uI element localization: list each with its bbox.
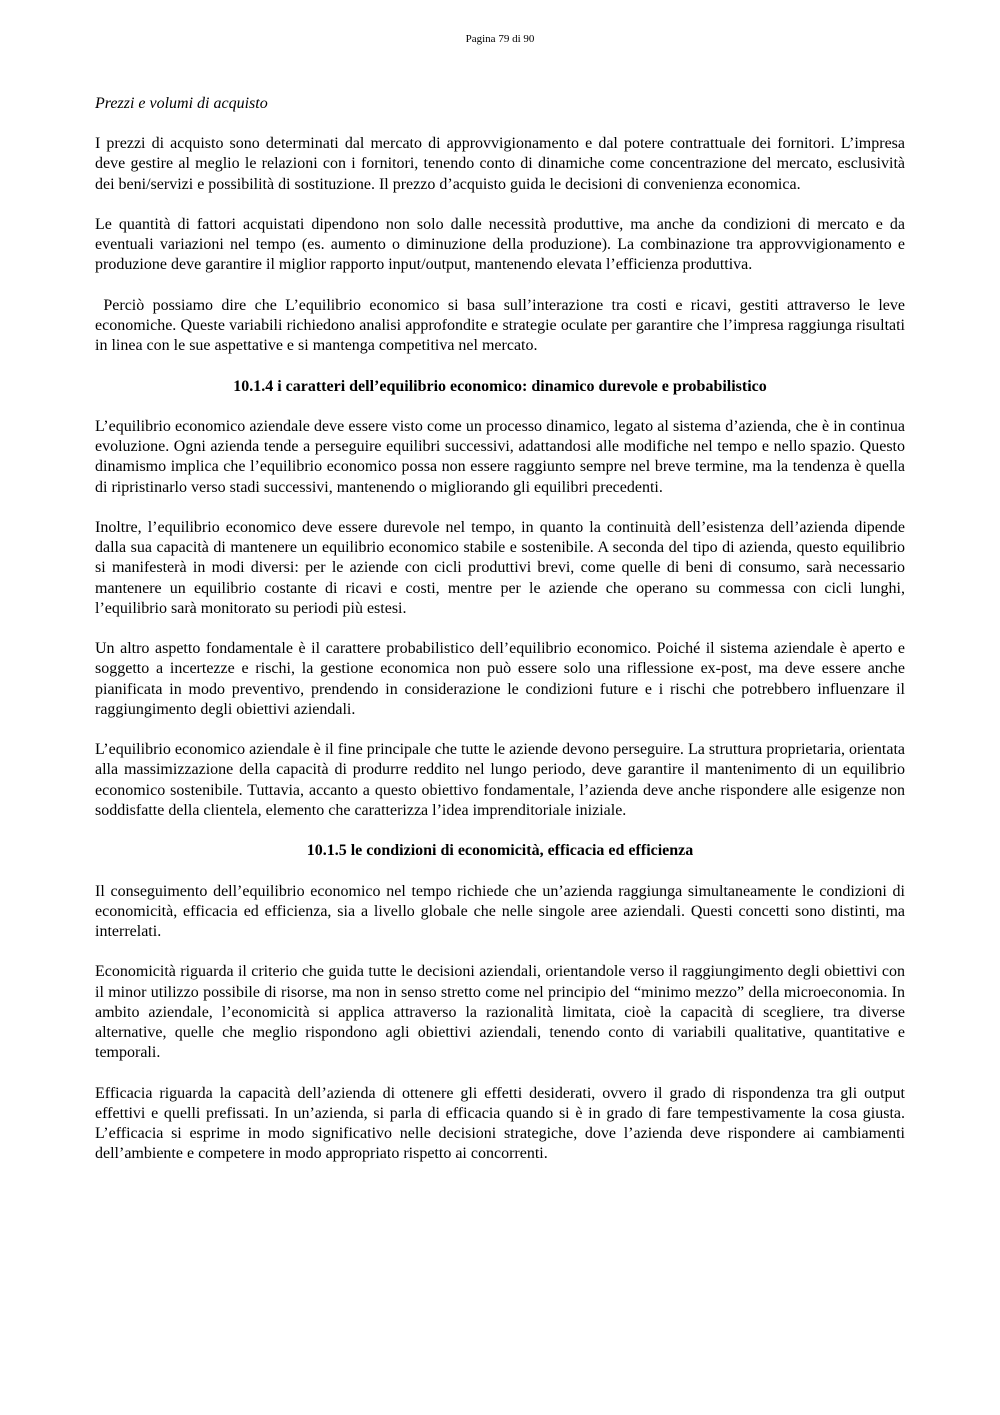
paragraph: Perciò possiamo dire che L’equilibrio economico si basa sull’interazione tra costi e ricavi, gestiti attraverso le leve economiche. Queste variabili richiedono analisi approfondite e strategie oculate per garantire che l’impresa raggiunga risultati in linea con le sue aspettative e si mantenga competitiva nel mercato. [95,296,910,355]
section-title-10-1-4: 10.1.4 i caratteri dell’equilibrio economico: dinamico durevole e probabilistico [233,377,767,395]
paragraph: Le quantità di fattori acquistati dipendono non solo dalle necessità produttive, ma anche da condizioni di mercato e da eventuali variazioni nel tempo (es. aumento o diminuzione della produzione). La combinazione tra approvvigionamento e produzione deve garantire il miglior rapporto input/output, mantenendo elevata l’efficienza produttiva. [95,216,905,274]
page-number: Pagina 79 di 90 [465,33,535,45]
section-title-10-1-5: 10.1.5 le condizioni di economicità, efficacia ed efficienza [306,842,694,860]
page-content [95,94,910,1185]
paragraph: L’equilibrio economico aziendale deve essere visto come un processo dinamico, legato al sistema d’azienda, che è in continua evoluzione. Ogni azienda tende a perseguire equilibri successivi, adattandosi alle modifiche nel tempo e nello spazio. Questo dinamismo implica che l’equilibrio economico possa non essere raggiunto sempre nel breve termine, ma la tendenza è quella di ripristinarlo verso stadi successivi, mantenendo o migliorando gli equilibri precedenti. [95,417,905,496]
paragraph: L’equilibrio economico aziendale è il fine principale che tutte le aziende devono perseguire. La struttura proprietaria, orientata alla massimizzazione della capacità di produrre reddito nel lungo periodo, deve garantire il mantenimento di un equilibrio economico sostenibile. Tuttavia, accanto a questo obiettivo fondamentale, l’azienda deve anche rispondere alle esigenze non soddisfatte della clientela, elemento che caratterizza l’idea imprenditoriale iniziale. [95,741,905,819]
paragraph: Il conseguimento dell’equilibrio economico nel tempo richiede che un’azienda raggiunga simultaneamente le condizioni di economicità, efficacia ed efficienza, sia a livello globale che nelle singole aree aziendali. Questi concetti sono distinti, ma interrelati. [95,882,905,940]
paragraph: I prezzi di acquisto sono determinati dal mercato di approvvigionamento e dal potere contrattuale dei fornitori. L’impresa deve gestire al meglio le relazioni con i fornitori, tenendo conto di dinamiche come concentrazione del mercato, esclusività dei beni/servizi e possibilità di sostituzione. Il prezzo d’acquisto guida le decisioni di convenienza economica. [95,135,905,193]
paragraph: Un altro aspetto fondamentale è il carattere probabilistico dell’equilibrio economico. Poiché il sistema aziendale è aperto e soggetto a incertezze e rischi, la gestione economica non può essere solo una riflessione ex-post, ma deve essere anche pianificata in modo preventivo, prendendo in considerazione le condizioni future e i rischi che potrebbero influenzare il raggiungimento degli obiettivi aziendali. [95,640,905,718]
paragraph: Inoltre, l’equilibrio economico deve essere durevole nel tempo, in quanto la continuità dell’esistenza dell’azienda dipende dalla sua capacità di mantenere un equilibrio economico stabile e sostenibile. A seconda del tipo di azienda, questo equilibrio si manifesterà in modi diversi: per le aziende con cicli produttivi brevi, come quelle di beni di consumo, sarà necessario mantenere un equilibrio costante di ricavi e costi, mentre per le aziende che operano su commessa con cicli lunghi, l’equilibrio sarà monitorato su periodi più estesi. [95,518,905,617]
subsection-heading-prices: Prezzi e volumi di acquisto [95,95,268,112]
paragraph: Efficacia riguarda la capacità dell’azienda di ottenere gli effetti desiderati, ovvero il grado di rispondenza tra gli output effettivi e quelli prefissati. In un’azienda, si parla di efficacia quando si è in grado di fare tempestivamente la cosa giusta. L’efficacia si esprime in modo significativo nelle decisioni strategiche, dove l’azienda deve rispondere ai cambiamenti dell’ambiente e competere in modo appropriato rispetto ai concorrenti. [95,1084,905,1163]
paragraph: Economicità riguarda il criterio che guida tutte le decisioni aziendali, orientandole verso il raggiungimento degli obiettivi con il minor utilizzo possibile di risorse, ma non in senso stretto come nel principio del “minimo mezzo” della microeconomia. In ambito aziendale, l’economicità si applica attraverso la razionalità limitata, cioè la capacità di scegliere, tra diverse alternative, quelle che meglio rispondono agli obiettivi aziendali, tenendo conto di variabili qualitative, quantitative e temporali. [95,963,905,1062]
